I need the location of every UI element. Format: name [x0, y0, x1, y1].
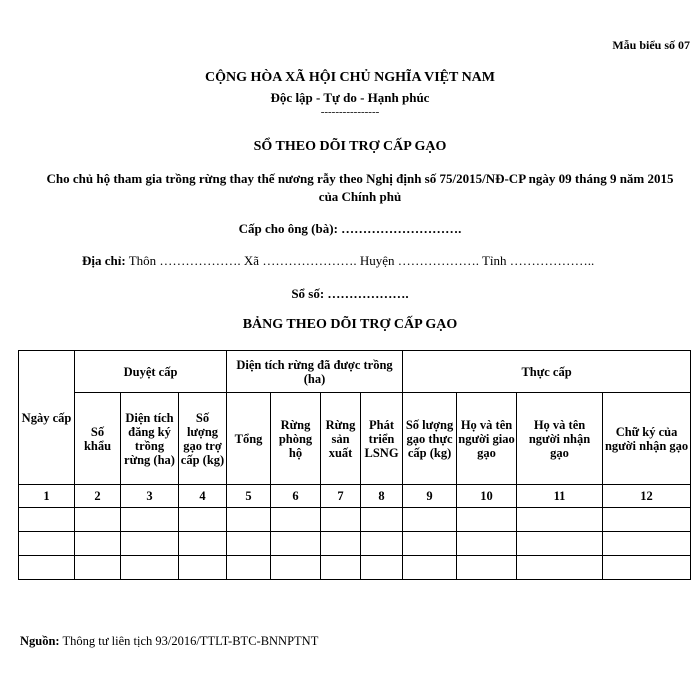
table-cell [603, 556, 691, 580]
header-actual-group: Thực cấp [403, 351, 691, 393]
motto: Độc lập - Tự do - Hạnh phúc [270, 90, 430, 105]
table-cell [179, 556, 227, 580]
issued-to-field: Cấp cho ông (bà): ………………………. [238, 221, 462, 236]
column-number: 10 [457, 485, 517, 508]
column-number: 3 [121, 485, 179, 508]
form-code: Mẫu biểu số 07 [612, 38, 690, 52]
table-cell [603, 508, 691, 532]
address-field [82, 253, 594, 269]
table-cell [179, 532, 227, 556]
table-cell [457, 556, 517, 580]
column-number: 4 [179, 485, 227, 508]
table-cell [19, 508, 75, 532]
table-cell [271, 556, 321, 580]
header-registered-area: Diện tích đăng ký trồng rừng (ha) [121, 393, 179, 485]
table-cell [75, 508, 121, 532]
table-cell [517, 532, 603, 556]
address-label: Địa chỉ: [82, 253, 126, 268]
table-cell [271, 532, 321, 556]
header-deliverer-name: Họ và tên người giao gạo [457, 393, 517, 485]
table-cell [603, 532, 691, 556]
column-number: 7 [321, 485, 361, 508]
table-cell [517, 556, 603, 580]
table-cell [179, 508, 227, 532]
header-approved-group: Duyệt cấp [75, 351, 227, 393]
header-production-forest: Rừng sản xuất [321, 393, 361, 485]
header-ntfp: Phát triển LSNG [361, 393, 403, 485]
table-cell [361, 508, 403, 532]
table-cell [121, 556, 179, 580]
table-cell [227, 556, 271, 580]
header-rice-allowance: Số lượng gạo trợ cấp (kg) [179, 393, 227, 485]
book-number-field: Sổ số: ………………. [291, 286, 409, 301]
table-cell [121, 532, 179, 556]
source-note [20, 634, 318, 649]
header-total: Tổng [227, 393, 271, 485]
table-cell [457, 508, 517, 532]
rice-allowance-table [18, 350, 691, 580]
nation-title: CỘNG HÒA XÃ HỘI CHỦ NGHĨA VIỆT NAM [204, 70, 495, 85]
table-cell [457, 532, 517, 556]
column-number-row [19, 485, 691, 508]
document-subtitle [20, 170, 700, 206]
table-cell [361, 532, 403, 556]
motto-divider: ---------------- [320, 106, 380, 118]
table-cell [75, 532, 121, 556]
table-cell [403, 532, 457, 556]
table-cell [271, 508, 321, 532]
table-cell [361, 556, 403, 580]
column-number: 8 [361, 485, 403, 508]
table-cell [121, 508, 179, 532]
table-cell [403, 508, 457, 532]
source-value: Thông tư liên tịch 93/2016/TTLT-BTC-BNNPTNT [59, 634, 319, 648]
table-cell [19, 532, 75, 556]
address-value: Thôn ………………. Xã …………………. Huyện ………………. Tỉnh ……………….. [125, 253, 595, 268]
document-title: SỔ THEO DÕI TRỢ CẤP GẠO [253, 139, 447, 154]
column-number: 12 [603, 485, 691, 508]
table-cell [321, 508, 361, 532]
table-cell [227, 508, 271, 532]
subtitle-line-2: của Chính phủ [318, 189, 402, 204]
table-cell [321, 532, 361, 556]
table-cell [403, 556, 457, 580]
table-row [19, 532, 691, 556]
column-number: 9 [403, 485, 457, 508]
column-number: 2 [75, 485, 121, 508]
table-cell [227, 532, 271, 556]
column-number: 5 [227, 485, 271, 508]
header-household-members: Số khẩu [75, 393, 121, 485]
column-number: 6 [271, 485, 321, 508]
header-protection-forest: Rừng phòng hộ [271, 393, 321, 485]
subtitle-line-1: Cho chủ hộ tham gia trồng rừng thay thế nương rẫy theo Nghị định số 75/2015/NĐ-CP ngày 09 tháng 9 năm 2015 [46, 171, 674, 186]
source-label: Nguồn: [20, 634, 60, 648]
column-number: 1 [19, 485, 75, 508]
table-row [19, 508, 691, 532]
header-date: Ngày cấp [19, 351, 75, 485]
table-cell [19, 556, 75, 580]
header-receiver-name: Họ và tên người nhận gạo [517, 393, 603, 485]
header-actual-rice: Số lượng gạo thực cấp (kg) [403, 393, 457, 485]
column-number: 11 [517, 485, 603, 508]
table-cell [75, 556, 121, 580]
header-area-group: Diện tích rừng đã được trồng (ha) [227, 351, 403, 393]
table-row [19, 556, 691, 580]
table-cell [321, 556, 361, 580]
table-title: BẢNG THEO DÕI TRỢ CẤP GẠO [242, 317, 458, 332]
header-receiver-signature: Chữ ký của người nhận gạo [603, 393, 691, 485]
table-cell [517, 508, 603, 532]
